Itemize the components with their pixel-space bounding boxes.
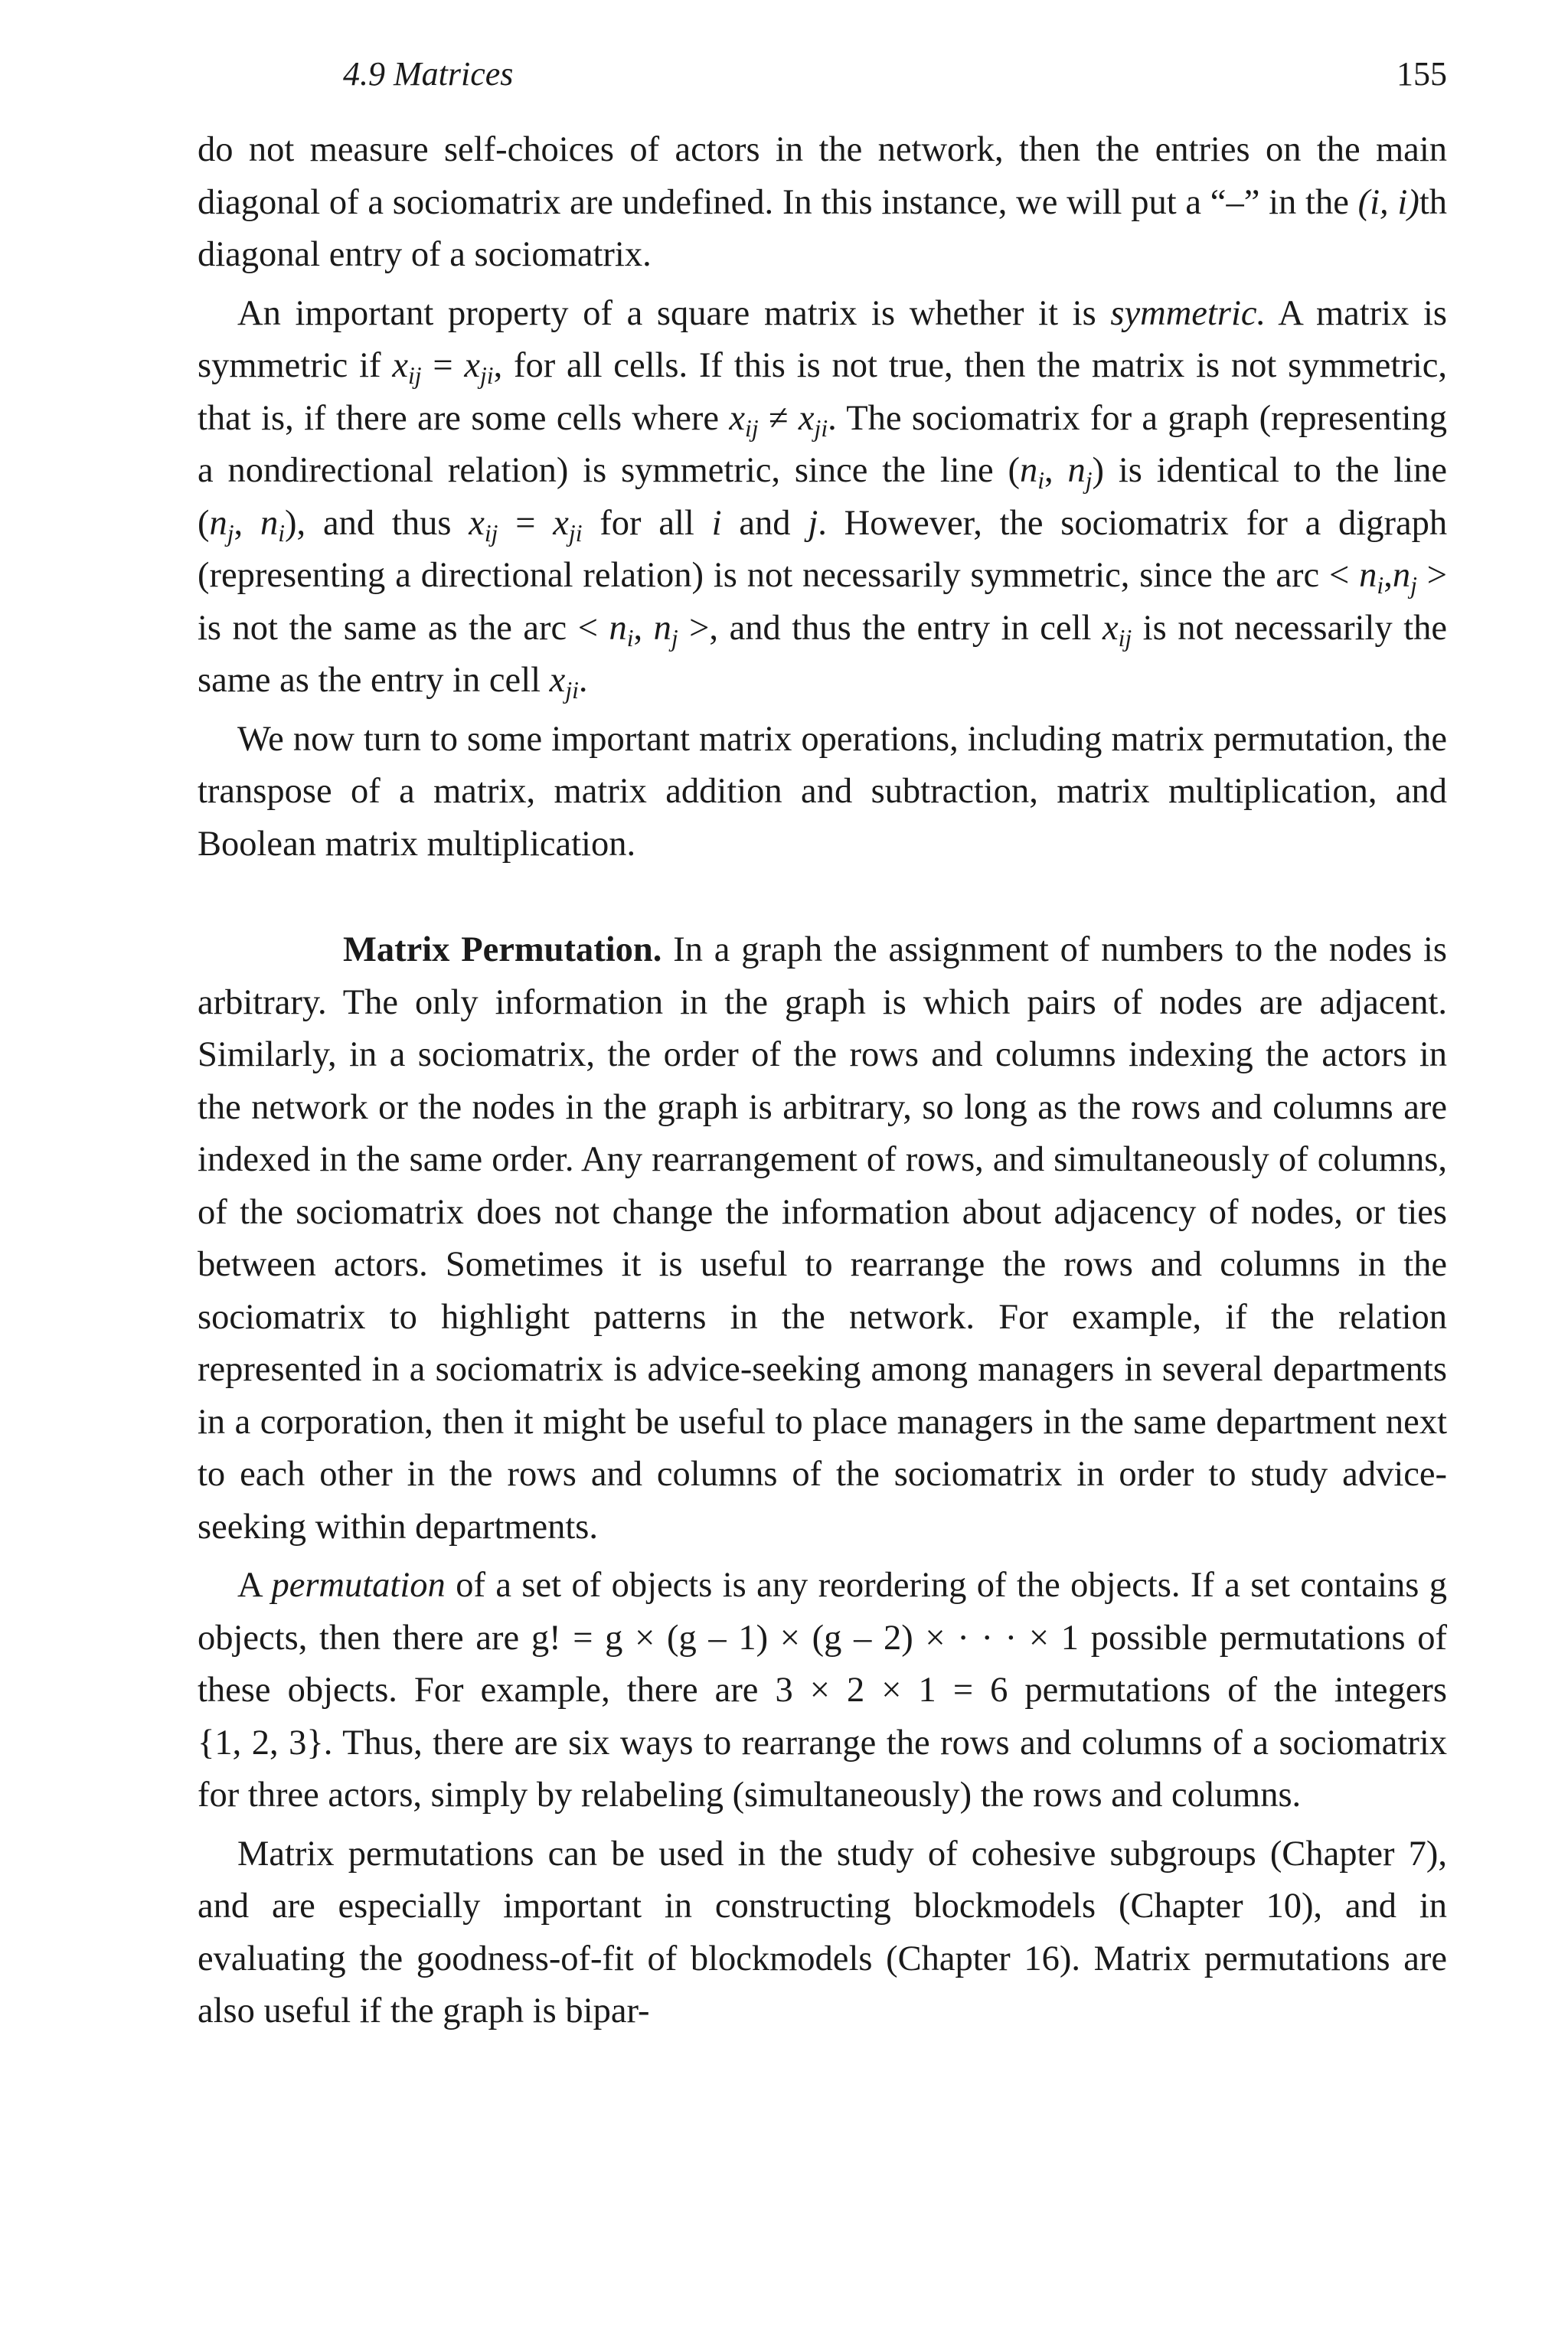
math-arc-ni-nj-2: < $n_i$, $n_j$ >, [577, 608, 719, 652]
math-line-nj-ni: ($n_j$, $n_i$), [198, 503, 306, 547]
paragraph-permutation-definition [198, 1560, 1447, 1822]
math-j: j [808, 503, 818, 543]
text-run: and [739, 503, 791, 543]
paragraph-symmetric: An important property of a square matrix is whether it is symmetric. A matrix is symmetric if $x_{ij} = x_{ji}$, for all cells. If this is not true, then the matrix is not symmetric, that is, if there are some cells where $x_{ij} \ne x_{ji}$. The sociomatrix for a graph (representing a nondirectional relation) is symmetric, since the line ($n_i$, $n_j$) is identical to the line ($n_j$, $n_i$), and thus $x_{ij} = x_{ji}$ for all i and j. However, the sociomatrix for a digraph (representing a directional relation) is not necessarily symmetric, since the arc < $n_i,n_j$ > is not the same as the arc < $n_i$, $n_j$ >, and thus the entry in cell $x_{ij}$ is not necessarily the same as the entry in cell $x_{ji}$. [198, 293, 1448, 704]
paragraph-uses: Matrix permutations can be used in the study of cohesive subgroups (Chapter 7), and are especially important in constructing blockmodels (Chapter 10), and in evaluating the goodness-of-fit of blockmodels (Chapter 16). Matrix permutations are also useful if the graph is bipar- [198, 1834, 1447, 2031]
text-run: for all [599, 503, 694, 543]
paragraph-diagonal-text: do not measure self-choices of actors in the network, then the entries on the main diagonal of a sociomatrix are undefined. In this instance, we will put a “–” in the [198, 130, 1447, 222]
text-run: permutations of the integers [1024, 1671, 1447, 1710]
math-i: i [711, 503, 722, 543]
paragraph-operations: We now turn to some important matrix operations, including matrix permutation, the transpose of a matrix, matrix addition and subtraction, matrix multiplication, and Boolean matrix multiplication. [198, 719, 1447, 864]
text-run: of a set of objects is any reordering of the objects. If a set contains g objects, then there are [198, 1566, 1448, 1658]
paragraph-diagonal-tail: th diagonal entry of a sociomatrix. [198, 182, 1447, 274]
text-run: Thus, there are six ways to rearrange the rows and columns of a sociomatrix for three actors, simply by relabeling (simultaneously) the rows and columns. [198, 1723, 1447, 1815]
text-run: However, the sociomatrix for a digraph (representing a directional relation) is not necessarily symmetric, since the arc [198, 503, 1448, 595]
math-ii: (i, i) [1357, 182, 1419, 222]
text-run: An important property of a square matrix is whether it is [237, 293, 1096, 333]
math-line-ni-nj: ($n_i$, $n_j$) [1008, 451, 1104, 494]
math-arc-ni-nj: < $n_i,n_j$ > [1329, 556, 1447, 599]
paragraph-matrix-permutation-text: In a graph the assignment of numbers to the nodes is arbitrary. The only information in the graph is which pairs of nodes are adjacent. Similarly, in a sociomatrix, the order of the rows and columns indexing the actors in the network or the nodes in the graph is arbitrary, so long as the rows and columns are indexed in the same order. Any rearrangement of rows, and simultaneously of columns, of the sociomatrix does not change the information about adjacency of nodes, or ties between actors. Sometimes it is useful to rearrange the rows and columns in the sociomatrix to highlight patterns in the network. For example, if the relation represented in a sociomatrix is advice-seeking among managers in several departments in a corporation, then it might be useful to place managers in the same department next to each other in the rows and columns of the sociomatrix in order to study advice-seeking within departments. [198, 930, 1448, 1547]
text-run: for all cells. If this is not true, then the matrix is not symmetric, that is, if there are some cells where [198, 346, 1448, 438]
page-number: 155 [1396, 55, 1447, 93]
math-xij-eq-xji-2: $x_{ij} = x_{ji}$ [469, 503, 583, 547]
math-product: 3 × 2 × 1 = 6 [775, 1671, 1008, 1710]
text-run: possible permutations of these objects. For example, there are [198, 1618, 1447, 1710]
term-symmetric: symmetric. [1110, 293, 1266, 333]
text-run: and thus the entry in cell [729, 608, 1092, 648]
running-head [198, 47, 1447, 101]
paragraph-matrix-permutation [198, 924, 1447, 1554]
text-run: A matrix is symmetric if [198, 293, 1448, 385]
body-text [198, 124, 1447, 2038]
math-xij-neq-xji: $x_{ij} \ne x_{ji}$. [729, 398, 837, 442]
math-xij-eq-xji: $x_{ij} = x_{ji}$, [392, 346, 503, 389]
text-run: and thus [322, 503, 452, 543]
section-title: 4.9 Matrices [343, 55, 514, 93]
math-cell-xij: $x_{ij}$ [1102, 608, 1132, 652]
term-permutation: permutation [271, 1566, 446, 1605]
text-run: is not the same as the arc [198, 608, 567, 648]
math-set: {1, 2, 3}. [198, 1723, 333, 1763]
math-factorial: g! = g × (g – 1) × (g – 2) × · · · × 1 [531, 1618, 1079, 1658]
text-run: is identical to the line [1118, 451, 1448, 490]
math-cell-xji: $x_{ji}$. [549, 661, 588, 704]
heading-matrix-permutation: Matrix Permutation. [343, 930, 662, 969]
text-run: A [237, 1566, 262, 1605]
paragraph-diagonal [198, 124, 1447, 282]
text-run: The sociomatrix for a graph (representing a nondirectional relation) is symmetric, since the line [198, 398, 1447, 490]
text-run: is not necessarily the same as the entry in cell [198, 608, 1448, 700]
